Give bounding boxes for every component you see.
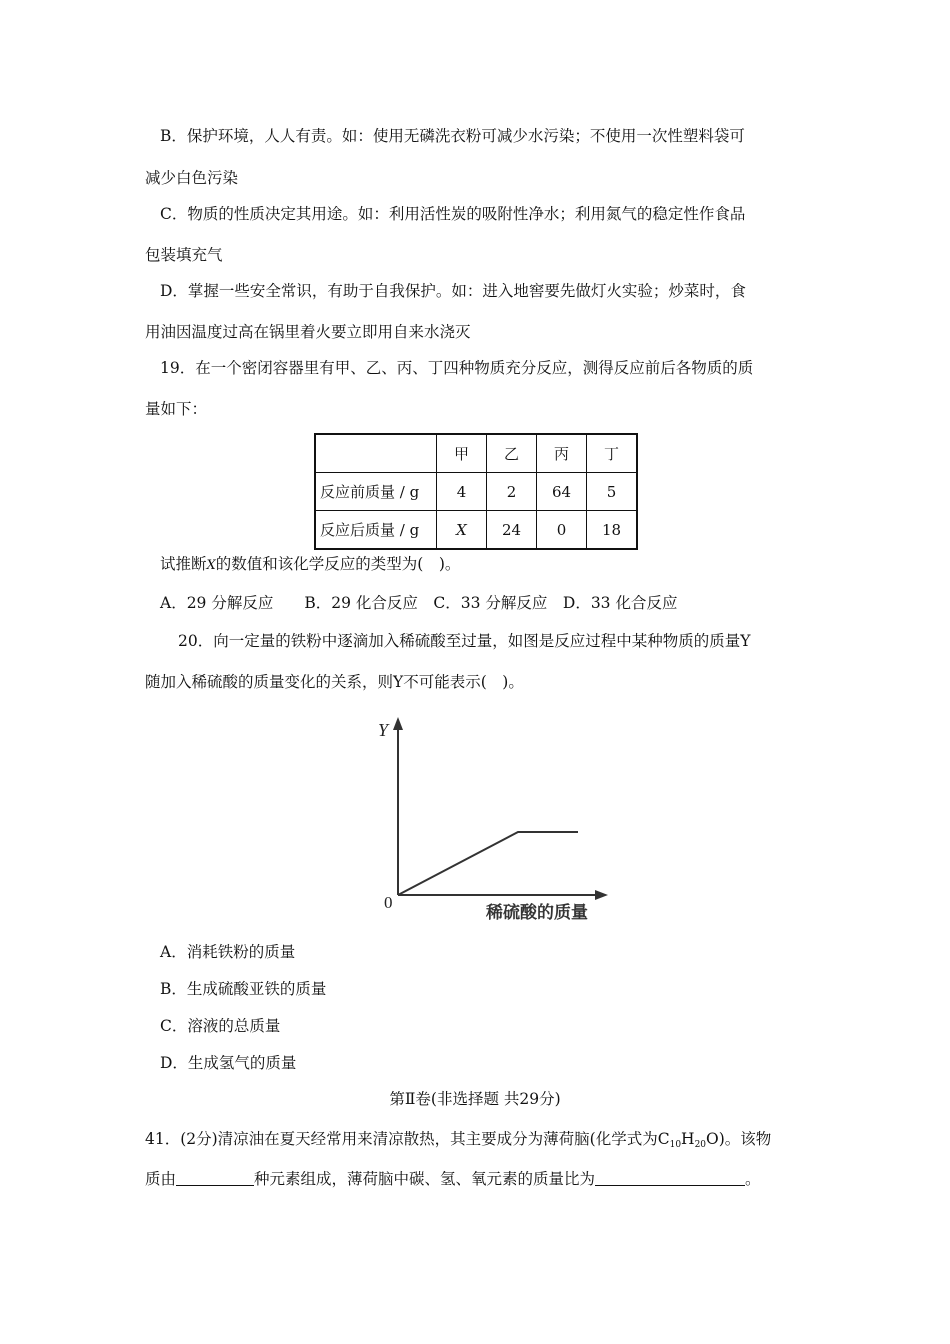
mass-graph: [374, 710, 614, 930]
table-corner-cell: [315, 434, 437, 473]
q19-question-var: X: [206, 558, 216, 573]
row-label-before: 反应前质量 / g: [315, 473, 437, 511]
y-axis-arrow-icon: [393, 717, 403, 730]
q41-text-2c: 。: [745, 1170, 761, 1188]
answer-blank-1[interactable]: [176, 1170, 254, 1186]
answer-blank-2[interactable]: [595, 1170, 745, 1186]
q19-question-post: 的数值和该化学反应的类型为( )。: [215, 555, 461, 573]
table-row: [315, 473, 637, 511]
table-cell: 18: [587, 511, 638, 550]
table-row: [315, 511, 637, 550]
x-axis-arrow-icon: [595, 890, 608, 900]
q41-text-1c: O)。该物: [706, 1130, 772, 1148]
table-cell: 0: [537, 511, 587, 550]
q19-options: A．29 分解反应 B．29 化合反应 C．33 分解反应 D．33 化合反应: [160, 594, 678, 612]
graph-origin-label: 0: [384, 893, 393, 912]
header-jia: 甲: [437, 434, 487, 473]
option-b-line-2: 减少白色污染: [145, 169, 239, 187]
table-cell: 24: [487, 511, 537, 550]
q41-text-1b: H: [681, 1130, 695, 1148]
q41-text-2a: 质由: [145, 1170, 177, 1188]
q20-option-a: A．消耗铁粉的质量: [160, 943, 296, 961]
option-d-line-1: D．掌握一些安全常识，有助于自我保护。如：进入地窖要先做灯火实验；炒菜时，食: [160, 282, 746, 300]
header-ding: 丁: [587, 434, 638, 473]
table-cell: 5: [587, 473, 638, 511]
table-cell: 4: [437, 473, 487, 511]
option-d-line-2: 用油因温度过高在锅里着火要立即用自来水浇灭: [145, 323, 471, 341]
q20-option-c: C．溶液的总质量: [160, 1017, 281, 1035]
q41-line-2: [145, 1168, 761, 1190]
q41-subscript-20: 20: [694, 1140, 707, 1150]
table-header-row: [315, 434, 637, 473]
q19-question: [160, 553, 460, 577]
q20-option-d: D．生成氢气的质量: [160, 1054, 297, 1072]
q19-question-pre: 试推断: [160, 555, 207, 573]
q20-option-b: B．生成硫酸亚铁的质量: [160, 980, 327, 998]
q20-stem-line-2: 随加入稀硫酸的质量变化的关系，则Y不可能表示( )。: [145, 673, 524, 691]
header-bing: 丙: [537, 434, 587, 473]
row-label-after: 反应后质量 / g: [315, 511, 437, 550]
header-yi: 乙: [487, 434, 537, 473]
q19-stem-line-1: 19．在一个密闭容器里有甲、乙、丙、丁四种物质充分反应，测得反应前后各物质的质: [160, 359, 754, 377]
section-title: 第Ⅱ卷(非选择题 共29分): [389, 1090, 561, 1108]
q41-subscript-10: 10: [669, 1140, 682, 1150]
q41-text-2b: 种元素组成，薄荷脑中碳、氢、氧元素的质量比为: [254, 1170, 596, 1188]
table-cell-unknown-x: X: [437, 511, 487, 550]
graph-y-label: Y: [378, 720, 389, 740]
mass-table: [314, 433, 638, 550]
table-cell: 2: [487, 473, 537, 511]
graph-x-label: 稀硫酸的质量: [486, 903, 588, 922]
option-c-line-1: C．物质的性质决定其用途。如：利用活性炭的吸附性净水；利用氮气的稳定性作食品: [160, 205, 746, 223]
q19-stem-line-2: 量如下：: [145, 400, 208, 418]
table-cell: 64: [537, 473, 587, 511]
q41-line-1: [145, 1128, 771, 1156]
q41-text-1a: 41．(2分)清凉油在夏天经常用来清凉散热，其主要成分为薄荷脑(化学式为C: [145, 1130, 670, 1148]
q20-stem-line-1: 20．向一定量的铁粉中逐滴加入稀硫酸至过量，如图是反应过程中某种物质的质量Y: [178, 632, 751, 650]
option-c-line-2: 包装填充气: [145, 246, 223, 264]
graph-line: [398, 832, 578, 895]
option-b-line-1: B．保护环境，人人有责。如：使用无磷洗衣粉可减少水污染；不使用一次性塑料袋可: [160, 127, 745, 145]
